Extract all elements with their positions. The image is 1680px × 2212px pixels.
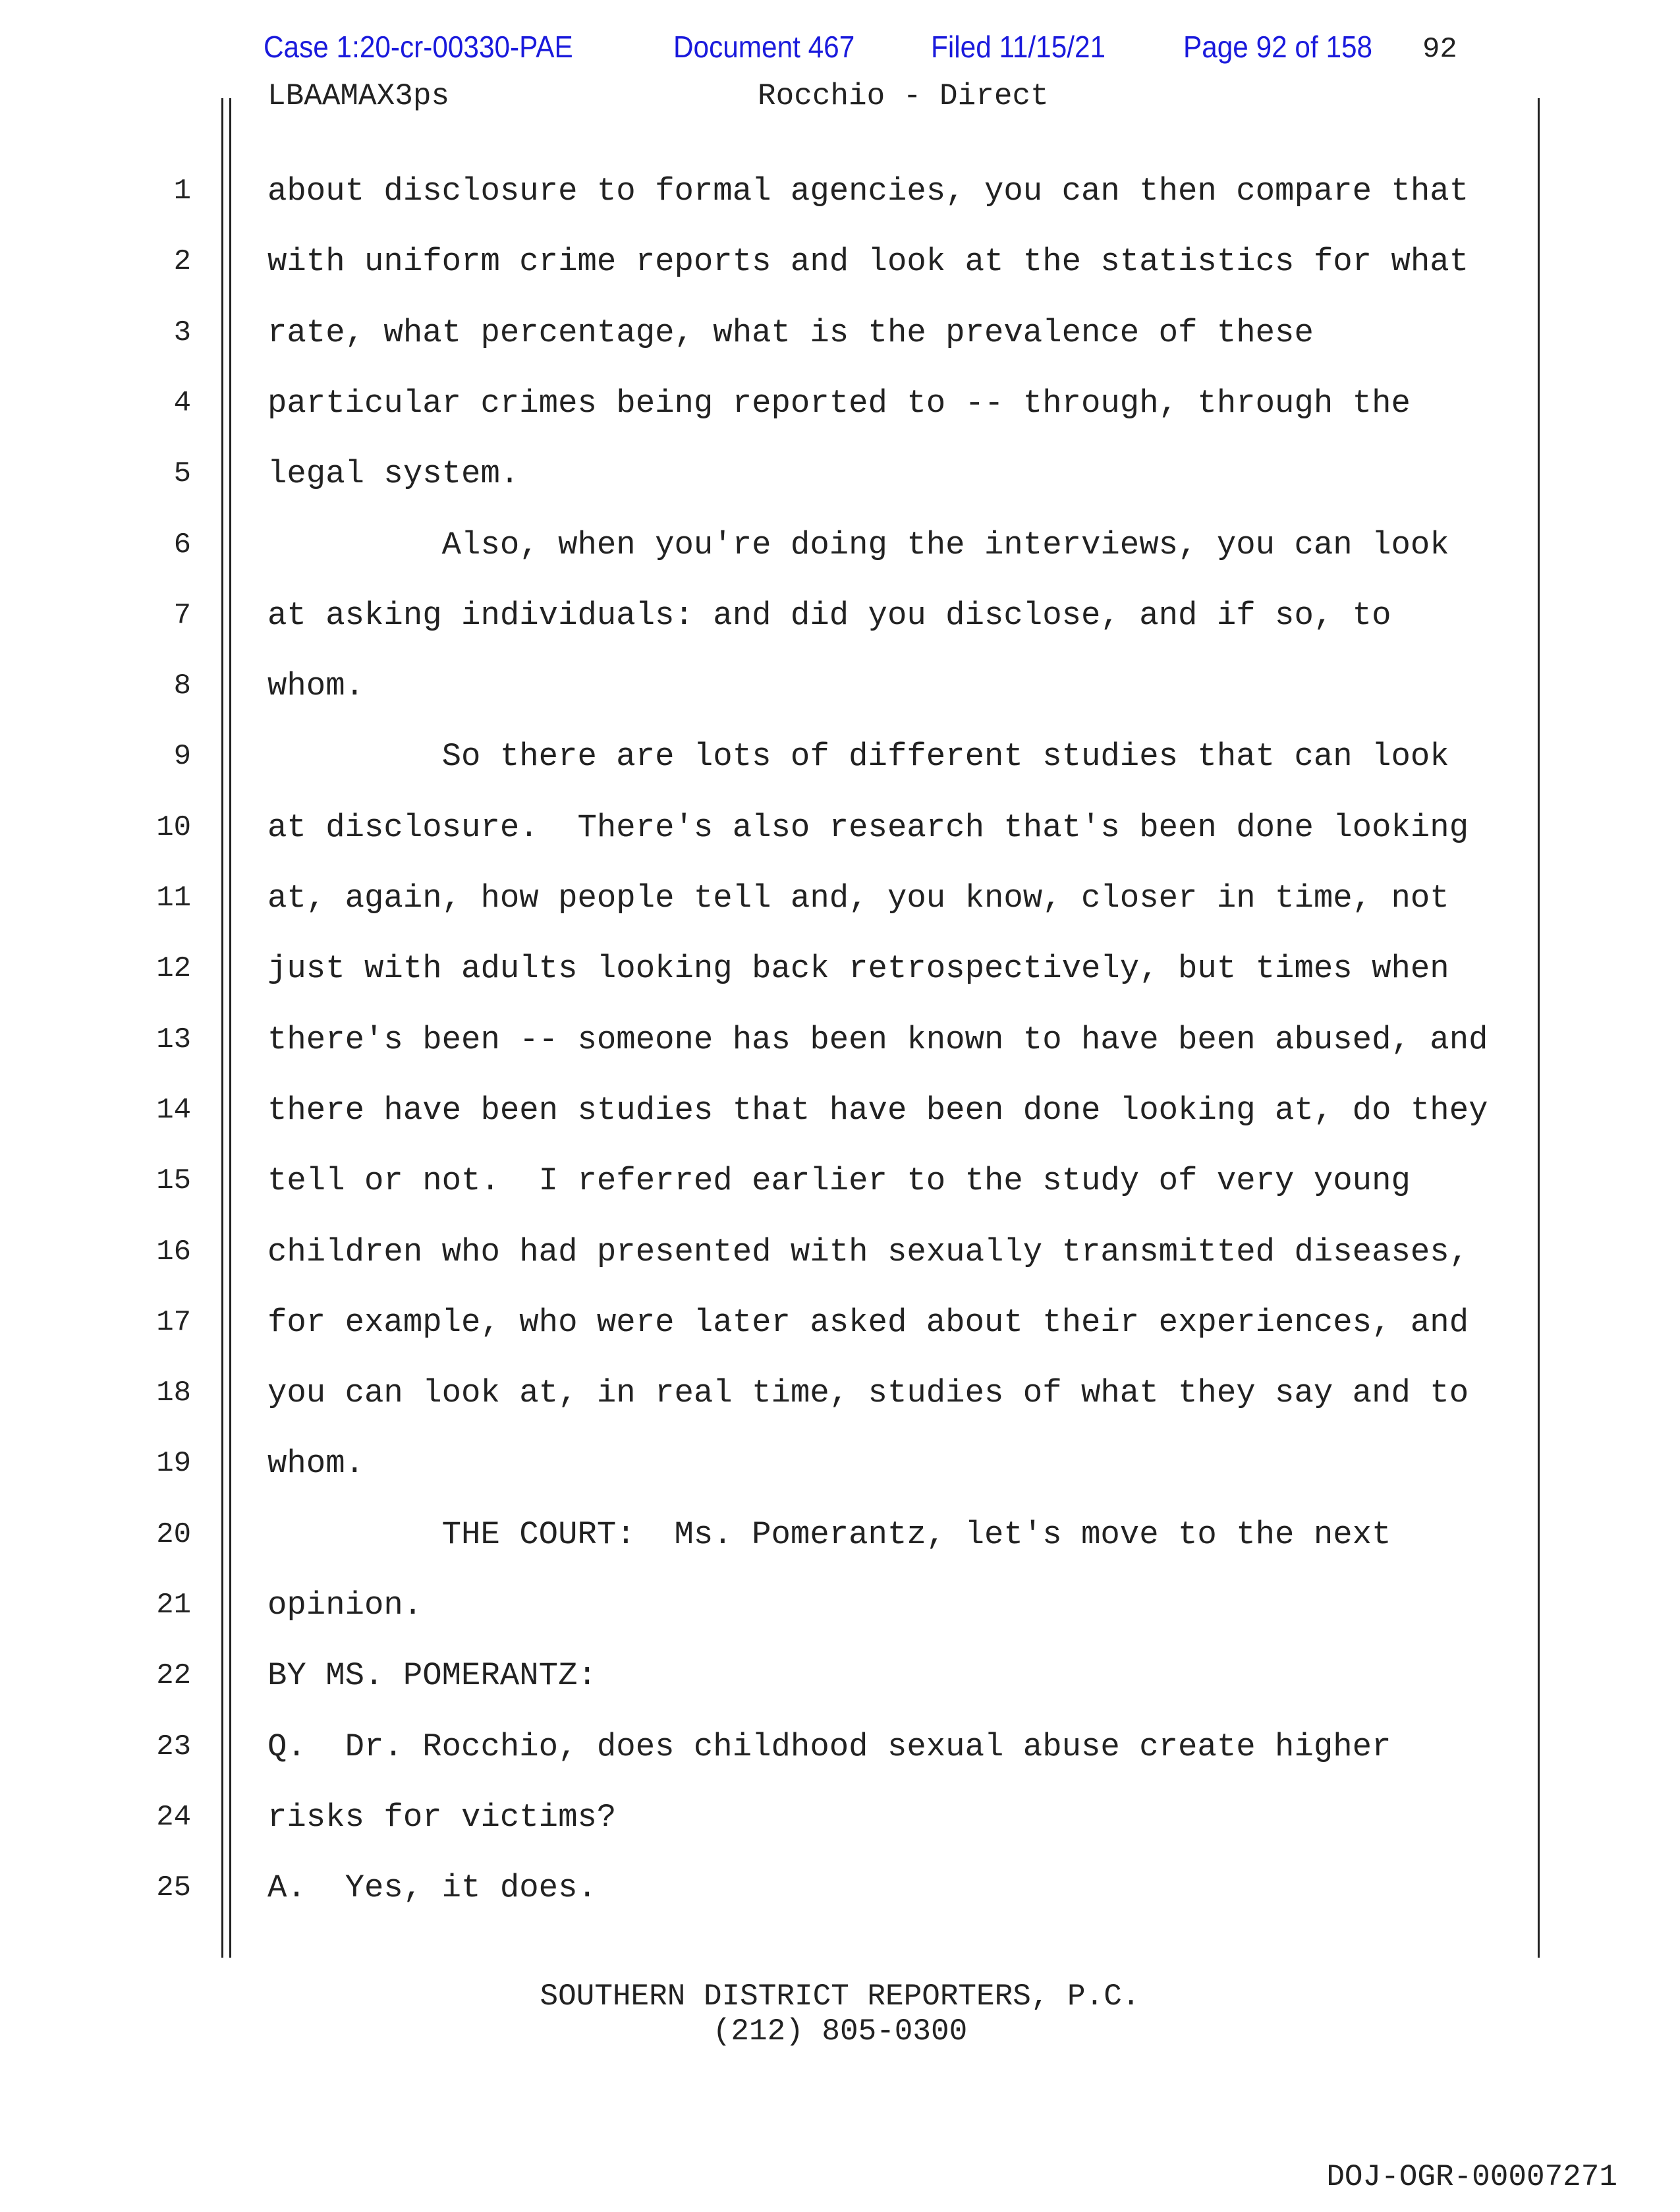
line-number: 4 xyxy=(173,386,191,420)
line-number: 23 xyxy=(156,1730,191,1763)
bates-number: DOJ-OGR-00007271 xyxy=(1326,2160,1617,2194)
transcript-line: at, again, how people tell and, you know, closer in time, not xyxy=(267,880,1449,917)
transcript-line: tell or not. I referred earlier to the study of very young xyxy=(267,1162,1411,1200)
transcript-line: particular crimes being reported to -- through, through the xyxy=(267,384,1411,422)
line-number: 18 xyxy=(156,1376,191,1410)
line-number: 14 xyxy=(156,1093,191,1127)
transcript-line: with uniform crime reports and look at the statistics for what xyxy=(267,243,1469,281)
transcript-line: So there are lots of different studies that can look xyxy=(267,738,1449,776)
line-number: 6 xyxy=(173,528,191,561)
transcript-section-title: Rocchio - Direct xyxy=(758,79,1049,113)
line-number: 1 xyxy=(173,175,191,208)
line-number: 8 xyxy=(173,669,191,703)
transcript-line: there's been -- someone has been known to have been abused, and xyxy=(267,1021,1488,1058)
line-number: 20 xyxy=(156,1517,191,1551)
page-of-total: Page 92 of 158 xyxy=(1183,30,1373,64)
line-number: 10 xyxy=(156,810,191,844)
document-number: Document 467 xyxy=(673,30,855,64)
transcript-line: there have been studies that have been done looking at, do they xyxy=(267,1091,1488,1129)
line-number: 7 xyxy=(173,598,191,632)
transcript-line: whom. xyxy=(267,1445,365,1483)
transcript-line: Also, when you're doing the interviews, you can look xyxy=(267,526,1449,563)
transcript-line: Q. Dr. Rocchio, does childhood sexual abuse create higher xyxy=(267,1728,1391,1765)
transcript-line: just with adults looking back retrospectively, but times when xyxy=(267,950,1449,988)
line-number: 19 xyxy=(156,1447,191,1481)
line-number: 11 xyxy=(156,882,191,915)
line-number: 5 xyxy=(173,457,191,491)
line-number: 21 xyxy=(156,1589,191,1622)
left-margin-line-inner xyxy=(229,98,231,1958)
transcript-line: legal system. xyxy=(267,455,520,493)
transcript-page-number: 92 xyxy=(1422,33,1457,66)
transcript-code: LBAAMAX3ps xyxy=(267,79,450,113)
left-margin-line-outer xyxy=(221,98,223,1958)
transcript-line: at asking individuals: and did you disclose, and if so, to xyxy=(267,596,1391,634)
line-number: 25 xyxy=(156,1871,191,1905)
line-number: 22 xyxy=(156,1659,191,1693)
transcript-line: A. Yes, it does. xyxy=(267,1869,597,1907)
right-margin-line xyxy=(1538,98,1540,1958)
line-number: 17 xyxy=(156,1305,191,1339)
reporter-phone: (212) 805-0300 xyxy=(712,2014,968,2049)
transcript-line: at disclosure. There's also research that's been done looking xyxy=(267,808,1469,846)
line-number: 15 xyxy=(156,1164,191,1198)
line-number: 9 xyxy=(173,740,191,774)
transcript-line: THE COURT: Ms. Pomerantz, let's move to the next xyxy=(267,1516,1391,1553)
transcript-line: children who had presented with sexually transmitted diseases, xyxy=(267,1233,1469,1270)
line-number: 24 xyxy=(156,1800,191,1834)
filed-date: Filed 11/15/21 xyxy=(931,30,1106,64)
line-number: 3 xyxy=(173,316,191,349)
reporter-name: SOUTHERN DISTRICT REPORTERS, P.C. xyxy=(540,1979,1140,2014)
line-number: 13 xyxy=(156,1023,191,1056)
transcript-line: opinion. xyxy=(267,1587,423,1624)
transcript-line: rate, what percentage, what is the prevalence of these xyxy=(267,314,1314,351)
line-number: 12 xyxy=(156,952,191,986)
transcript-line: about disclosure to formal agencies, you can then compare that xyxy=(267,173,1469,210)
transcript-line: for example, who were later asked about their experiences, and xyxy=(267,1303,1469,1341)
line-number: 2 xyxy=(173,245,191,279)
transcript-line: you can look at, in real time, studies of what they say and to xyxy=(267,1375,1469,1412)
transcript-line: BY MS. POMERANTZ: xyxy=(267,1657,597,1695)
case-number: Case 1:20-cr-00330-PAE xyxy=(264,30,573,64)
line-number: 16 xyxy=(156,1235,191,1268)
transcript-line: whom. xyxy=(267,667,365,705)
transcript-line: risks for victims? xyxy=(267,1798,617,1836)
